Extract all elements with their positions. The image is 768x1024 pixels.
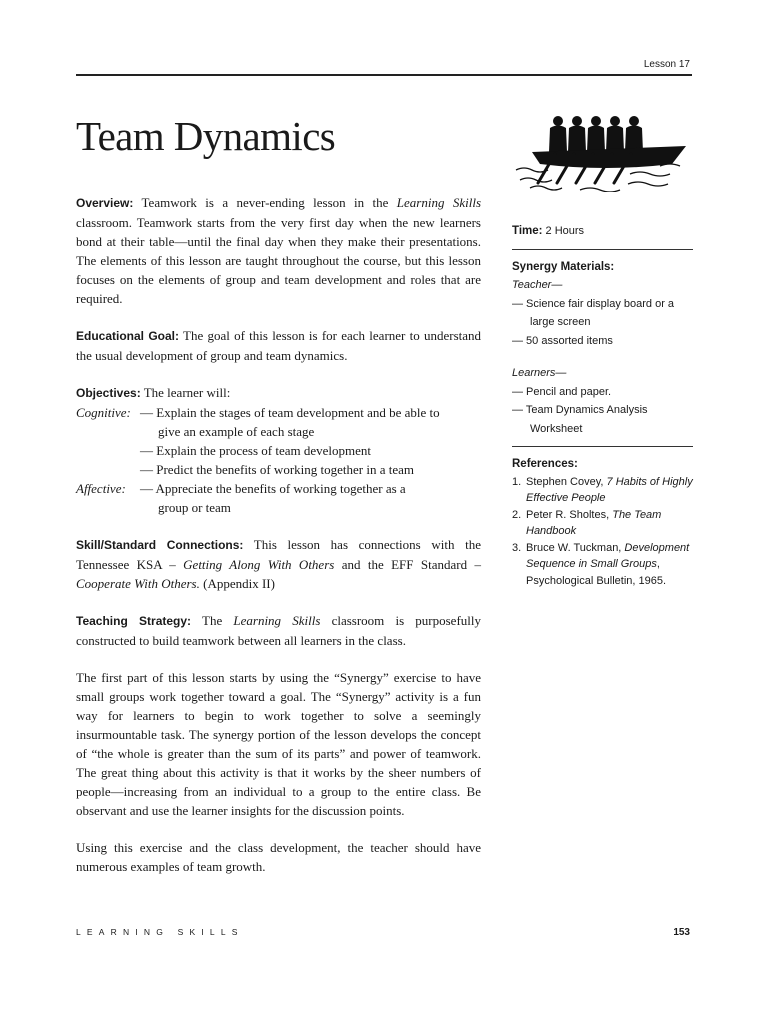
material-item: — Pencil and paper. [512, 385, 612, 398]
objective-item: — Explain the process of team development [140, 443, 372, 458]
lesson-number: Lesson 17 [643, 59, 690, 70]
objective-item-continued: give an example of each stage [158, 424, 315, 439]
teacher-subheading: Teacher— [512, 279, 563, 291]
objective-item: — Appreciate the benefits of working together as a [140, 481, 406, 496]
synergy-paragraph: The first part of this lesson starts by using the “Synergy” exercise to have small groups work together toward a goal. The “Synergy” activity is a fun way for learners to begin to work together to solve a seemingly insurmountable task. The synergy portion of the lesson develops the concept of “the whole is greater than the sum of its parts” and power of teamwork. The great thing about this activity is that it works by the sheer numbers of people—increasing from an individual to a group to the entire class. Be observant and use the learner insights for the discussion points. [76, 670, 481, 818]
overview-section: Overview: Teamwork is a never-ending lesson in the Learning Skills classroom. Teamwork starts from the very first day when the new learners bond at their table—until the final day when they make their presentations. The elements of this lesson are taught throughout the course, but this lesson focuses on the elements of group and team development and roles that are required. [76, 195, 482, 306]
footer-book-title: LEARNING SKILLS [76, 927, 244, 937]
page-number: 153 [673, 927, 690, 938]
objective-item: — Predict the benefits of working together in a team [140, 462, 415, 477]
reference-item: 1. Stephen Covey, 7 Habits of Highly Effective People [512, 475, 693, 504]
skill-standard-section: Skill/Standard Connections: This lesson has connections with the Tennessee KSA – Getting Along With Others and the EFF Standard – Cooperate With Others. (Appendix II) [76, 537, 481, 591]
page-title: Team Dynamics [76, 113, 336, 159]
materials-heading: Synergy Materials: [512, 260, 615, 273]
main-content [76, 193, 481, 876]
sidebar-divider [512, 249, 693, 250]
reference-item: 2. Peter R. Sholtes, The Team Handbook [512, 508, 662, 537]
material-item: — 50 assorted items [512, 334, 613, 347]
closing-paragraph: Using this exercise and the class development, the teacher should have numerous examples of team growth. [76, 840, 481, 874]
cognitive-label: Cognitive: [76, 405, 131, 420]
time-info: Time: 2 Hours [512, 225, 585, 237]
objectives-label: Objectives: [76, 386, 141, 400]
objective-item: — Explain the stages of team development and be able to [140, 405, 440, 420]
time-label: Time: [512, 225, 543, 237]
educational-goal-section: Educational Goal: The goal of this lesson is for each learner to understand the usual development of group and team dynamics. [76, 328, 482, 363]
teaching-strategy-label: Teaching Strategy: [76, 614, 192, 628]
header-rule [76, 74, 692, 76]
overview-label: Overview: [76, 196, 134, 210]
sidebar-divider [512, 446, 693, 447]
educational-goal-label: Educational Goal: [76, 329, 180, 343]
objectives-section: Objectives: The learner will: Cognitive: — Explain the stages of team development and be able to give an example of each stage — Explain the process of team development — Predict the benefits of working together in a team Affective: — Appreciate the benefits of working together as a group or team [76, 383, 481, 517]
rowing-team-illustration [510, 110, 690, 192]
affective-label: Affective: [76, 481, 126, 496]
learners-subheading: Learners— [512, 367, 567, 379]
sidebar [512, 222, 693, 589]
objective-item-continued: group or team [158, 500, 231, 515]
teaching-strategy-section: Teaching Strategy: The Learning Skills classroom is purposefully constructed to build teamwork between all learners in the class. [76, 613, 482, 648]
material-item: — Science fair display board or a large screen [512, 297, 675, 328]
material-item: — Team Dynamics Analysis Worksheet [512, 404, 648, 435]
skill-standard-label: Skill/Standard Connections: [76, 538, 244, 552]
reference-item: 3. Bruce W. Tuckman, Development Sequence in Small Groups, Psychological Bulletin, 1965. [512, 541, 690, 587]
references-heading: References: [512, 458, 578, 470]
